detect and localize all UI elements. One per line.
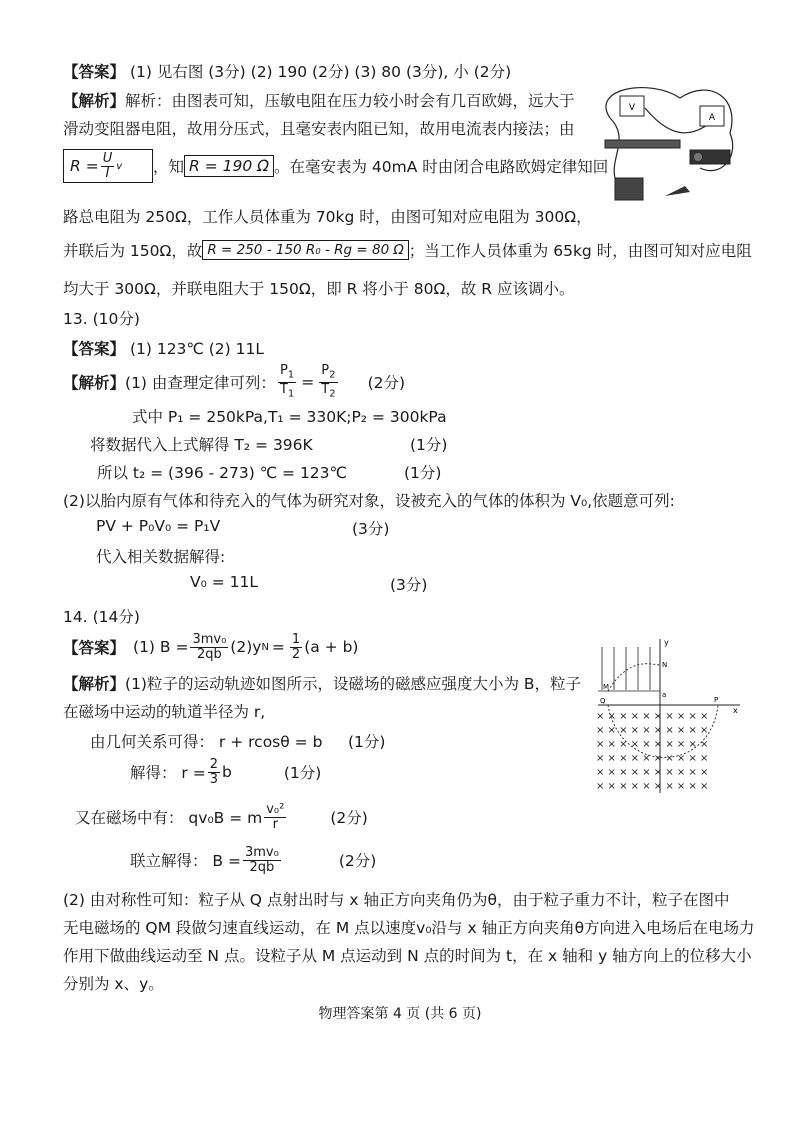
score: (1分) xyxy=(348,733,386,751)
q14-l5 xyxy=(75,795,368,839)
battery-icon xyxy=(615,178,643,200)
q12-line5-end: ；当工作人员体重为 65kg 时，由图可知对应电阻 xyxy=(408,242,752,260)
q12-answer-text: (1) 见右图 (3分) (2) 190 (2分) (3) 80 (3分), 小 (2分) xyxy=(129,63,512,81)
svg-text:× × × × × × × × × ×: × × × × × × × × × × xyxy=(596,781,709,792)
frac-v2r xyxy=(264,803,286,831)
frac-num: 2 xyxy=(209,756,218,772)
q12-line5 xyxy=(63,239,752,261)
box1-lhs: R = xyxy=(70,157,99,175)
analysis-tag: 【解析】 xyxy=(63,374,126,392)
score: (2分) xyxy=(367,374,406,392)
frac-B xyxy=(243,846,281,874)
frac-p2-t2: $\frac{P_2}{T_2}$ xyxy=(321,363,336,400)
q12-line4: 路总电阻为 250Ω，工作人员体重为 70kg 时，由图可知对应电阻为 300Ω， xyxy=(63,208,592,226)
x-axis-label: x xyxy=(733,706,738,715)
q14-l5-prefix: 又在磁场中有： qv₀B = m xyxy=(75,809,263,827)
y-axis-label: y xyxy=(664,638,669,647)
frac-num: v₀² xyxy=(266,801,285,817)
frac-num: 1 xyxy=(291,631,301,647)
frac-den: 2 xyxy=(291,646,301,662)
q12-line5-start: 并联后为 150Ω，故 xyxy=(63,242,203,260)
q13-l7: 代入相关数据解得: xyxy=(96,548,226,566)
switch-icon xyxy=(665,186,690,196)
q13-header: 13. (10分) xyxy=(63,310,140,328)
p1-symbol: P xyxy=(279,363,288,379)
box1-den: I xyxy=(105,165,110,181)
electric-field-lines xyxy=(602,647,650,690)
score: (1分) xyxy=(410,436,448,454)
q14-l6 xyxy=(130,838,376,882)
q14-p2-l1: (2) 由对称性可知：粒子从 Q 点射出时与 x 轴正方向夹角仍为θ，由于粒子重力不计，粒子在图中 xyxy=(63,891,730,909)
box1-sub: v xyxy=(116,160,123,172)
svg-text:× × × × × × × × × ×: × × × × × × × × × × xyxy=(596,753,709,764)
formula-box-r190: R = 190 Ω xyxy=(184,155,274,177)
score: (1分) xyxy=(404,464,442,482)
frac-den: r xyxy=(272,816,278,832)
magnetic-field-crosses xyxy=(596,711,708,792)
q14-ans2-prefix: (2)y xyxy=(230,638,262,656)
q13-answer-line xyxy=(63,337,264,359)
q13-l6: PV + P₀V₀ = P₁V xyxy=(96,517,221,535)
t1-symbol: T xyxy=(279,381,288,397)
q14-p2-l3: 作用下做曲线运动至 N 点。设粒子从 M 点运动到 N 点的时间为 t，在 x 轴和 y 轴方向上的位移大小 xyxy=(63,947,752,965)
q13-l1: 【解析】 (1) 由查理定律可列： $\frac{P_1}{T_1}$ = $\frac{P_2}{T_2}$ (2分) xyxy=(63,363,406,400)
q14-ans1-prefix: (1) B = xyxy=(133,638,189,656)
svg-text:× × × × × × × × × ×: × × × × × × × × × × xyxy=(596,725,709,736)
answer-tag: 【答案】 xyxy=(63,340,126,358)
circuit-diagram xyxy=(590,78,740,213)
pressure-sensor-icon xyxy=(605,140,680,148)
frac-num: 3mv₀ xyxy=(244,844,279,860)
q14-ans2-eq: = xyxy=(271,638,285,656)
q14-l4-tail: b xyxy=(222,763,232,781)
q14-l1 xyxy=(63,672,581,694)
q14-p2-l2: 无电磁场的 QM 段做匀速直线运动，在 M 点以速度v₀沿与 x 轴正方向夹角θ方向进入电场后在电场力 xyxy=(63,919,755,937)
q12-line3-end: 。在毫安表为 40mA 时由闭合电路欧姆定律知回 xyxy=(273,158,609,176)
q12-line1-text: 解析：由图表可知，压敏电阻在压力较小时会有几百欧姆，远大于 xyxy=(125,92,575,110)
frac-ans2 xyxy=(290,633,302,661)
frac-den: 3 xyxy=(209,771,218,787)
q12-answer-line xyxy=(63,60,511,82)
point-M-label: M xyxy=(603,683,610,691)
q12-line3 xyxy=(63,146,608,186)
score: (3分) xyxy=(390,576,428,594)
ammeter-mark: A xyxy=(708,113,716,123)
page-footer: 物理答案第 4 页 (共 6 页) xyxy=(318,1006,482,1022)
frac-r xyxy=(208,758,220,786)
analysis-tag: 【解析】 xyxy=(63,675,126,693)
q13-l4: 所以 t₂ = (396 - 273) ℃ = 123℃ xyxy=(97,464,347,482)
svg-text:× × × × × × × × × ×: × × × × × × × × × × xyxy=(596,739,709,750)
q13-l5: (2)以胎内原有气体和待充入的气体为研究对象，设被充入的气体的体积为 V₀,依题意可列: xyxy=(63,492,675,510)
frac-den: 2qb xyxy=(249,859,275,875)
q12-line6: 均大于 300Ω，并联电阻大于 150Ω，即 R 将小于 80Ω，故 R 应该调小。 xyxy=(63,280,575,298)
field-diagram xyxy=(590,635,742,795)
q14-l3: 由几何关系可得： r + rcosθ = b xyxy=(90,733,323,751)
q12-line2: 滑动变阻器电阻，故用分压式，且毫安表内阻已知，故用电流表内接法；由 xyxy=(63,120,575,138)
svg-text:× × × × × × × × × ×: × × × × × × × × × × xyxy=(596,767,709,778)
rheostat-knob xyxy=(694,153,702,161)
voltmeter-mark: V xyxy=(628,103,636,113)
q13-l2: 式中 P₁ = 250kPa,T₁ = 330K;P₂ = 300kPa xyxy=(132,408,447,426)
score: (2分) xyxy=(330,809,368,827)
score: (1分) xyxy=(283,764,322,782)
frac-p1-t1: $\frac{P_1}{T_1}$ xyxy=(279,363,295,400)
q14-l2: 在磁场中运动的轨道半径为 r, xyxy=(63,703,266,721)
point-P-label: P xyxy=(714,696,719,704)
score: (3分) xyxy=(352,520,390,538)
formula-box-r80: R = 250 - 150 R₀ - Rg = 80 Ω xyxy=(202,240,408,260)
frac-num: 3mv₀ xyxy=(192,631,227,647)
answer-tag: 【答案】 xyxy=(63,639,126,657)
point-N-label: N xyxy=(662,661,668,669)
q13-l8: V₀ = 11L xyxy=(190,573,259,591)
box1-num: U xyxy=(102,150,113,166)
q14-l6-prefix: 联立解得： B = xyxy=(130,852,241,870)
score: (2分) xyxy=(338,852,377,870)
p2-symbol: P xyxy=(321,363,330,379)
frac-den: 2qb xyxy=(196,646,222,662)
q13-l3: 将数据代入上式解得 T₂ = 396K xyxy=(90,436,313,454)
q13-l1-text: (1) 由查理定律可列： xyxy=(125,374,276,392)
frac-ans1 xyxy=(190,633,228,661)
q14-l4-prefix: 解得： r = xyxy=(130,764,206,782)
box1-fraction xyxy=(101,152,115,180)
q14-header: 14. (14分) xyxy=(63,608,140,626)
point-a-label: a xyxy=(662,691,667,699)
t2-symbol: T xyxy=(321,381,330,397)
analysis-tag: 【解析】 xyxy=(63,92,126,110)
q14-ans2-sub: N xyxy=(261,641,269,653)
q14-ans2-tail: (a + b) xyxy=(304,638,359,656)
trajectory-electric xyxy=(608,664,660,691)
formula-box-ohm xyxy=(63,149,153,183)
q12-line3-mid: ，知 xyxy=(153,158,185,176)
q12-analysis-line1 xyxy=(63,89,575,111)
q14-p2-l4: 分别为 x、y。 xyxy=(63,975,164,993)
point-Q-label: Q xyxy=(600,697,606,705)
answer-tag: 【答案】 xyxy=(63,63,126,81)
q13-answer-text: (1) 123℃ (2) 11L xyxy=(129,340,264,358)
q14-l1-text: (1)粒子的运动轨迹如图所示，设磁场的磁感应强度大小为 B，粒子 xyxy=(125,675,582,693)
q14-l4 xyxy=(130,752,321,792)
svg-text:× × × × × × × × × ×: × × × × × × × × × × xyxy=(596,711,709,722)
q14-answer-line xyxy=(63,625,358,669)
